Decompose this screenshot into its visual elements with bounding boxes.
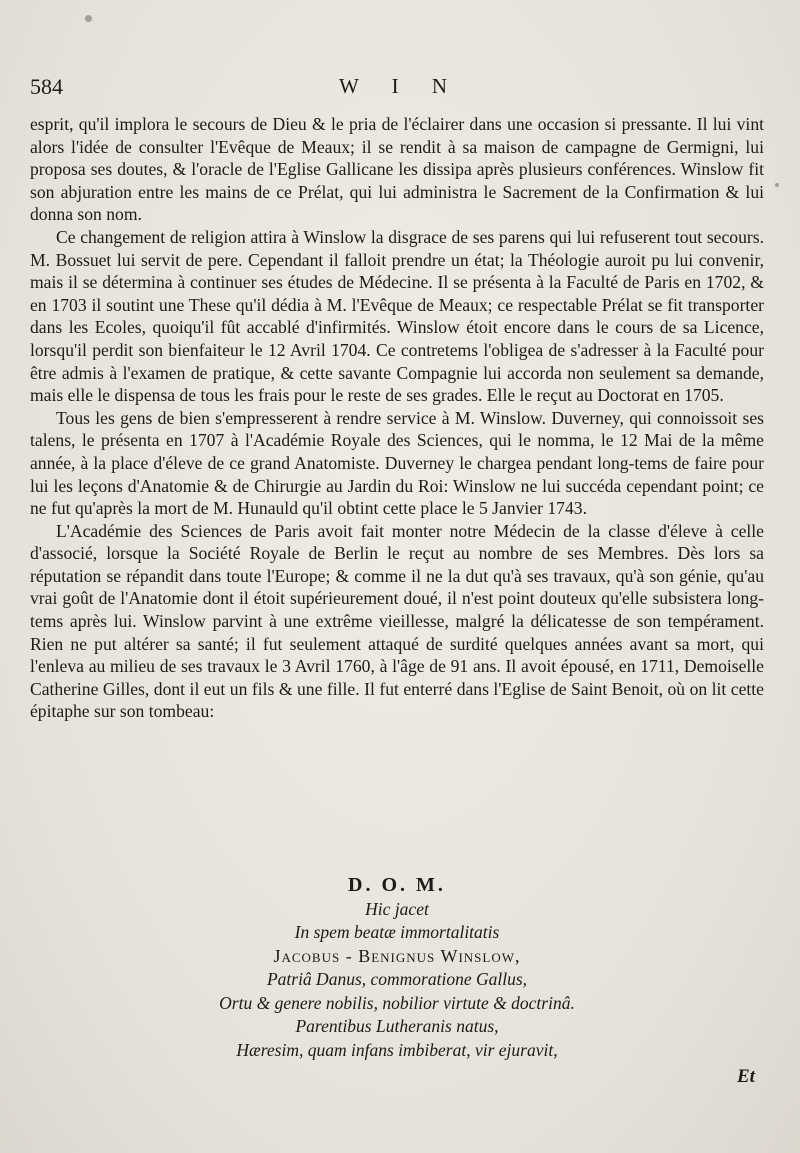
- ink-speck: [775, 183, 779, 187]
- epitaph: [30, 874, 764, 1062]
- epitaph-line: Patriâ Danus, commoratione Gallus,: [266, 969, 528, 989]
- paragraph-2: Ce changement de religion attira à Winslow la disgrace de ses parens qui lui refuserent tout secours. M. Bossuet lui servit de pere. Cependant il falloit prendre un état; la Théologie auroit pu lui convenir, mais il se détermina à continuer ses études de Médecine. Il se présenta à la Faculté de Paris en 1702, & en 1703 il soutint une These qu'il dédia à M. l'Evêque de Meaux; ce respectable Prélat se fit transporter dans les Ecoles, quoiqu'il fût accablé d'infirmités. Winslow étoit encore dans le cours de sa Licence, lorsqu'il perdit son bienfaiteur le 12 Avril 1704. Ce contretems l'obligea de s'adresser à la Faculté pour être admis à l'examen de pratique, & cette savante Compagnie lui accorda non seulement sa demande, mais elle le dispensa de tous les frais pour le reste de ses grades. Elle le reçut au Doctorat en 1705.: [30, 226, 764, 406]
- paragraph-3: Tous les gens de bien s'empresserent à rendre service à M. Winslow. Duverney, qui connoissoit ses talens, le présenta en 1707 à l'Académie Royale des Sciences, qui le nomma, le 12 Mai de la même année, à la place d'éleve de ce grand Anatomiste. Duverney le chargea pendant long-tems de faire pour lui les leçons d'Anatomie & de Chirurgie au Jardin du Roi: Winslow ne lui succéda cependant point; ce ne fut qu'après la mort de M. Hunauld qu'il obtint cette place le 5 Janvier 1743.: [30, 407, 764, 519]
- epitaph-line: Parentibus Lutheranis natus,: [295, 1016, 499, 1036]
- page-header: [30, 74, 770, 104]
- epitaph-dedication: D. O. M.: [348, 874, 446, 896]
- body-text: [30, 113, 764, 723]
- epitaph-line: Hæresim, quam infans imbiberat, vir ejuravit,: [236, 1039, 558, 1060]
- epitaph-name: Jacobus - Benignus Winslow,: [273, 945, 521, 966]
- running-head: W I N: [338, 74, 462, 98]
- page-number: 584: [30, 74, 63, 99]
- paragraph-4: L'Académie des Sciences de Paris avoit fait monter notre Médecin de la classe d'éleve à celle d'associé, lorsque la Société Royale de Berlin le reçut au nombre de ses Membres. Dès lors sa réputation se répandit dans toute l'Europe; & comme il ne la dut qu'à ses travaux, qu'à son génie, qu'au vrai goût de l'Anatomie dont il étoit supérieurement doué, il n'est point douteux qu'elle subsistera long-tems après lui. Winslow parvint à une extrême vieillesse, malgré la délicatesse de son tempérament. Rien ne put altérer sa santé; il fut seulement attaqué de surdité quelques années avant sa mort, qui l'enleva au milieu de ses travaux le 3 Avril 1760, à l'âge de 91 ans. Il avoit épousé, en 1711, Demoiselle Catherine Gilles, dont il eut un fils & une fille. Il fut enterré dans l'Eglise de Saint Benoit, où on lit cette épitaphe sur son tombeau:: [30, 520, 764, 722]
- ink-speck: [85, 15, 92, 22]
- epitaph-line: Ortu & genere nobilis, nobilior virtute & doctrinâ.: [219, 992, 575, 1013]
- paragraph-1: esprit, qu'il implora le secours de Dieu & le pria de l'éclairer dans une occasion si pressante. Il lui vint alors l'idée de consulter l'Evêque de Meaux; il se rendit à sa maison de campagne de Germigni, lui proposa ses doutes, & l'oracle de l'Eglise Gallicane les dissipa après plusieurs conférences. Winslow fit son abjuration entre les mains de ce Prélat, qui lui administra le Sacrement de la Confirmation & lui donna son nom.: [30, 114, 764, 225]
- epitaph-line: In spem beatæ immortalitatis: [294, 922, 500, 942]
- catchword: Et: [737, 1066, 755, 1087]
- epitaph-line: Hic jacet: [365, 898, 429, 919]
